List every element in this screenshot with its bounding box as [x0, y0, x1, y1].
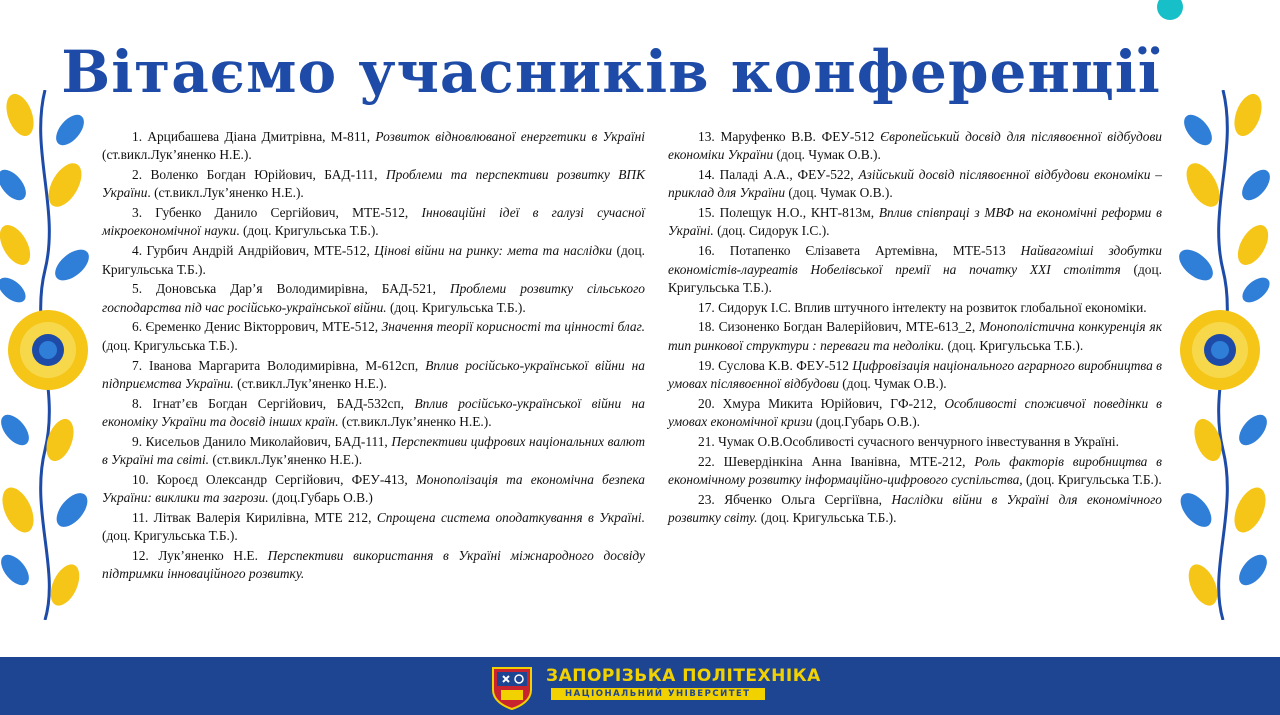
- participant-entry: [102, 166, 645, 203]
- entry-number: 19.: [698, 357, 715, 373]
- participant-name: Арцибашева Діана Дмитрівна, М-811,: [147, 129, 376, 144]
- participant-entry: [668, 491, 1162, 528]
- participant-entry: [668, 318, 1162, 355]
- report-topic: Проблеми та перспективи розвитку ВПК України: [102, 167, 645, 201]
- report-topic: Спрощена система оподаткування в Україні.: [376, 509, 645, 525]
- supervisor: (ст.викл.Лук’яненко Н.Е.).: [233, 375, 387, 391]
- supervisor: (доц. Кригульська Т.Б.).: [944, 337, 1084, 353]
- report-topic: Найвагоміші здобутки економістів-лауреатів Нобелівської премії на початку XXI століття: [668, 243, 1162, 277]
- entry-number: 12.: [132, 548, 149, 564]
- participant-entry: [102, 242, 645, 279]
- participant-name: Сизоненко Богдан Валерійович, МТЕ-613_2,: [718, 319, 980, 335]
- entry-number: 20.: [698, 395, 715, 411]
- teal-dot-decoration: [1157, 0, 1183, 20]
- report-topic: Інноваційні ідеї в галузі сучасної мікроекономічної науки: [102, 205, 645, 239]
- participant-name: Іванова Маргарита Володимирівна, М-612сп,: [148, 357, 426, 373]
- report-topic: Розвиток відновлюваної енергетики в Україні: [375, 129, 645, 144]
- participant-entry: [102, 471, 645, 508]
- report-topic: Монополістична конкуренція як тип ринкової структури : переваги та недоліки.: [668, 319, 1162, 353]
- report-topic: Проблеми розвитку сільського господарства під час російсько-української війни.: [102, 281, 645, 315]
- participant-entry: [102, 433, 645, 470]
- participant-entry: [102, 128, 645, 165]
- entry-number: 1.: [132, 129, 143, 144]
- participant-name: Кисельов Данило Миколайович, БАД-111,: [145, 433, 392, 449]
- university-name: ЗАПОРІЗЬКА ПОЛІТЕХНІКА: [546, 666, 821, 686]
- entry-number: 15.: [698, 205, 715, 221]
- supervisor: . (ст.викл.Лук’яненко Н.Е.).: [147, 185, 304, 201]
- participant-name: Ігнат’єв Богдан Сергійович, БАД-532сп,: [152, 395, 415, 411]
- report-topic: Монополізація та економічна безпека України: виклики та загрози.: [102, 471, 645, 506]
- participant-name: Лук’яненко Н.Е.: [158, 548, 268, 564]
- participants-list-right: [668, 128, 1162, 529]
- sunflower-icon: [8, 310, 88, 390]
- report-topic: Роль факторів виробництва в економічному розвитку інформаційно-цифрового суспільства,: [668, 453, 1162, 487]
- participant-entry: [668, 453, 1162, 490]
- participant-entry: [668, 204, 1162, 241]
- entry-number: 11.: [132, 509, 149, 525]
- left-floral-ornament: [0, 90, 100, 620]
- entry-number: 18.: [698, 319, 715, 335]
- supervisor: (доц.Губарь О.В.): [268, 490, 373, 506]
- sunflower-icon: [1180, 310, 1260, 390]
- participant-name: Ябченко Ольга Сергіївна,: [724, 491, 892, 507]
- entry-number: 21.: [698, 433, 715, 449]
- participant-entry: [668, 357, 1162, 394]
- supervisor: (доц. Чумак О.В.).: [838, 375, 947, 391]
- entry-number: 23.: [698, 491, 715, 507]
- entry-number: 2.: [132, 167, 143, 183]
- participant-entry: [668, 433, 1162, 451]
- participant-entry: [102, 204, 645, 241]
- report-topic: Особливості споживчої поведінки в умовах економічної кризи: [668, 395, 1162, 429]
- university-subtitle: НАЦІОНАЛЬНИЙ УНІВЕРСИТЕТ: [551, 688, 765, 700]
- supervisor: (доц. Чумак О.В.).: [785, 185, 893, 201]
- university-crest-icon: [489, 664, 535, 710]
- entry-number: 4.: [132, 243, 143, 259]
- report-topic: Наслідки війни в Україні для економічного розвитку світу.: [668, 491, 1162, 525]
- participant-name: Доновська Дар’я Володимирівна, БАД-521,: [156, 281, 450, 297]
- supervisor: (доц. Кригульська Т.Б.).: [757, 509, 897, 525]
- right-floral-ornament: [1168, 90, 1278, 620]
- entry-number: 9.: [132, 433, 143, 449]
- participant-entry: [102, 318, 645, 355]
- participant-name: Гурбич Андрій Андрійович, МТЕ-512,: [146, 243, 375, 259]
- entry-number: 5.: [132, 281, 143, 297]
- supervisor: (ст.викл.Лук’яненко Н.Е.).: [209, 452, 363, 468]
- participant-name: Єременко Денис Вікторрович, МТЕ-512,: [145, 319, 382, 335]
- participant-entry: [102, 280, 645, 317]
- participant-name: Потапенко Єлізавета Артемівна, МТЕ-513: [729, 243, 1021, 259]
- supervisor: (доц. Кригульська Т.Б.).: [102, 243, 645, 277]
- participant-name: Губенко Данило Сергійович, МТЕ-512,: [155, 205, 422, 221]
- report-topic: Перспективи використання в Україні міжнародного досвіду підтримки інноваційного розвитку.: [102, 548, 645, 582]
- participant-entry: [668, 166, 1162, 203]
- report-topic: Вплив співпраці з МВФ на економічні реформи в Україні.: [668, 205, 1162, 239]
- report-topic: Європейський досвід для післявоєнної відбудови економіки України: [668, 129, 1162, 163]
- supervisor: (доц. Кригульська Т.Б.).: [102, 337, 238, 353]
- supervisor: (доц.Губарь О.В.).: [812, 413, 921, 429]
- entry-number: 16.: [698, 243, 715, 259]
- participant-name: Суслова К.В. ФЕУ-512: [718, 357, 853, 373]
- participant-entry: [668, 299, 1162, 317]
- supervisor: (доц. Кригульська Т.Б.).: [1022, 471, 1162, 487]
- report-topic: Вплив російсько-української війни на підприємства України.: [102, 357, 645, 391]
- entry-number: 6.: [132, 319, 143, 335]
- supervisor: (доц. Кригульська Т.Б.).: [102, 528, 238, 544]
- participant-entry: [102, 395, 645, 432]
- participant-name: Чумак О.В.Особливості сучасного венчурного інвестування в Україні.: [718, 433, 1119, 449]
- participant-name: Паладі А.А., ФЕУ-522,: [719, 167, 859, 183]
- entry-number: 13.: [698, 129, 715, 144]
- report-topic: Азійський досвід післявоєнної відбудови економіки – приклад для України: [668, 167, 1162, 201]
- supervisor: (ст.викл.Лук’яненко Н.Е.).: [102, 147, 252, 163]
- report-topic: Цінові війни на ринку: мета та наслідки: [374, 243, 613, 259]
- participant-name: Маруфенко В.В. ФЕУ-512: [720, 129, 881, 144]
- participant-name: Хмура Микита Юрійович, ГФ-212,: [722, 395, 945, 411]
- report-topic: Цифровізація національного аграрного виробництва в умовах післявоєнної відбудови: [668, 357, 1162, 391]
- participant-name: Полещук Н.О., КНТ-813м,: [719, 205, 879, 221]
- participant-name: Воленко Богдан Юрійович, БАД-111,: [150, 167, 386, 183]
- entry-number: 7.: [132, 357, 143, 373]
- participant-entry: [668, 128, 1162, 165]
- entry-number: 14.: [698, 167, 715, 183]
- entry-number: 22.: [698, 453, 715, 469]
- participant-name: Шевердінкіна Анна Іванівна, МТЕ-212,: [723, 453, 975, 469]
- supervisor: (ст.викл.Лук’яненко Н.Е.).: [338, 413, 492, 429]
- participant-name: Короєд Олександр Сергійович, ФЕУ-413,: [156, 471, 416, 487]
- participant-name: Лiтвак Валерія Кирилівна, МТЕ 212,: [153, 509, 377, 525]
- entry-number: 3.: [132, 205, 143, 221]
- participant-entry: [668, 242, 1162, 297]
- participant-entry: [102, 547, 645, 584]
- participant-entry: [102, 509, 645, 546]
- entry-number: 10.: [132, 471, 149, 487]
- participant-entry: [102, 357, 645, 394]
- supervisor: (доц. Кригульська Т.Б.).: [668, 261, 1162, 295]
- report-topic: Значення теорії корисності та цінності благ.: [381, 319, 645, 335]
- entry-number: 8.: [132, 395, 143, 411]
- report-topic: Перспективи цифрових національних валют в Україні та світі.: [102, 433, 645, 468]
- participant-name: Сидорук І.С. Вплив штучного інтелекту на розвиток глобальної економіки.: [718, 299, 1147, 315]
- participant-entry: [668, 395, 1162, 432]
- supervisor: . (доц. Кригульська Т.Б.).: [236, 223, 379, 239]
- entry-number: 17.: [698, 299, 715, 315]
- supervisor: (доц. Кригульська Т.Б.).: [386, 299, 526, 315]
- supervisor: (доц. Сидорук І.С.).: [713, 223, 830, 239]
- participants-list-left: [102, 128, 645, 585]
- page-title: Вітаємо учасників конференції: [61, 38, 1161, 106]
- report-topic: Вплив російсько-української війни на економіку України та досвід інших країн.: [102, 395, 645, 429]
- supervisor: (доц. Чумак О.В.).: [773, 147, 881, 163]
